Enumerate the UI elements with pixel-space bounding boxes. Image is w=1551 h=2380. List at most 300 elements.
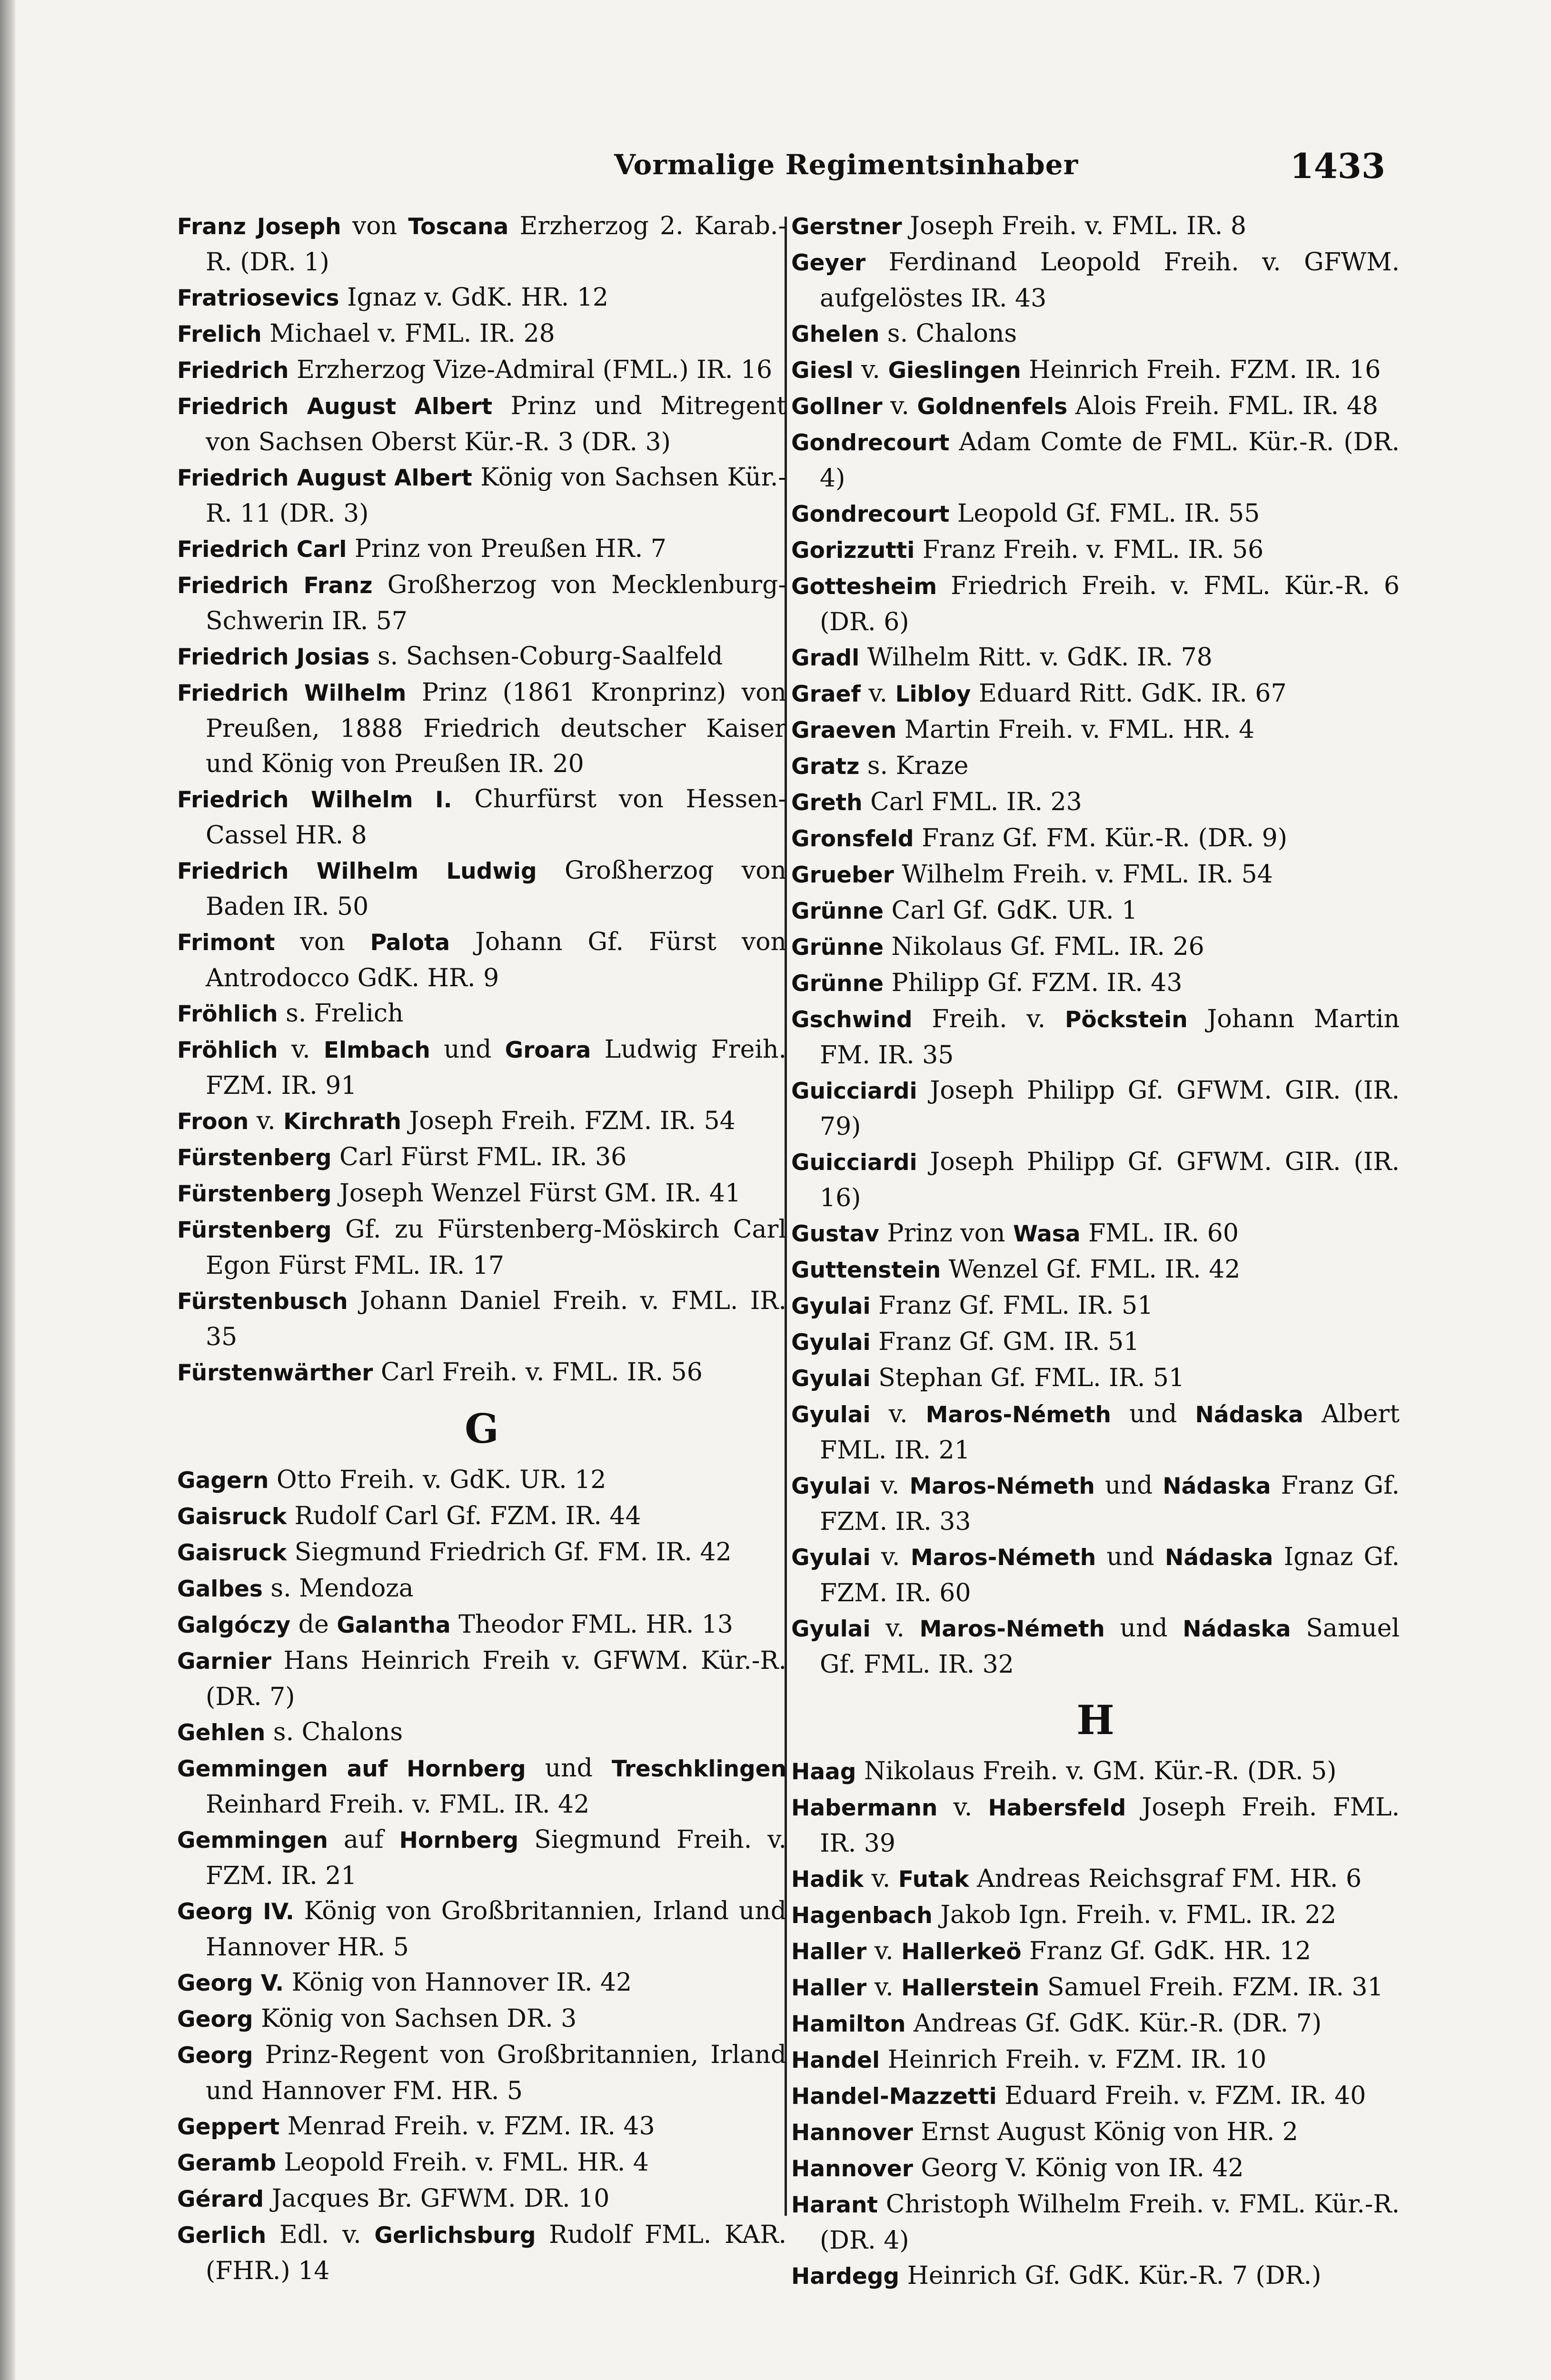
register-entry — [791, 532, 1400, 568]
entry-text: Wilhelm Freih. v. FML. IR. 54 — [894, 860, 1273, 889]
entry-text: Ignaz v. GdK. HR. 12 — [339, 283, 608, 312]
register-entry — [177, 1103, 786, 1140]
entry-name: Kirchrath — [283, 1109, 401, 1135]
entry-name: Harant — [791, 2192, 878, 2218]
entry-text: Wilhelm Ritt. v. GdK. IR. 78 — [859, 643, 1213, 672]
entry-name: Nádaska — [1183, 1616, 1291, 1642]
entry-text: Großherzog von Baden IR. 50 — [206, 856, 787, 921]
register-entry — [177, 280, 786, 316]
entry-text: Gf. zu Fürstenberg-Möskirch Carl Egon Fürst FML. IR. 17 — [206, 1215, 786, 1280]
entry-text: Großherzog von Mecklenburg-Schwerin IR. 57 — [206, 571, 786, 635]
entry-name: Gondrecourt — [791, 430, 950, 456]
register-entry — [177, 352, 786, 388]
register-entry — [177, 1894, 786, 1965]
entry-text: von — [275, 928, 370, 956]
entry-text: und — [526, 1754, 612, 1783]
entry-name: Gemmingen — [177, 1827, 328, 1854]
entry-text: Albert FML. IR. 21 — [820, 1400, 1400, 1465]
entry-text: v. — [866, 1973, 902, 2002]
entry-name: Haag — [791, 1759, 856, 1785]
entry-text: Leopold Freih. v. FML. HR. 4 — [276, 2148, 649, 2177]
entry-name: Gollner — [791, 394, 883, 420]
register-entry — [791, 821, 1400, 857]
entry-name: Garnier — [177, 1648, 272, 1675]
entry-name: Gerlich — [177, 2222, 267, 2249]
register-entry — [177, 1140, 786, 1176]
register-entry — [791, 676, 1400, 712]
entry-text: v. — [937, 1793, 988, 1822]
entry-text: Erzherzog Vize-Admiral (FML.) IR. 16 — [288, 356, 773, 384]
entry-text: Georg V. König von IR. 42 — [913, 2154, 1244, 2182]
entry-text: Franz Gf. FM. Kür.-R. (DR. 9) — [914, 824, 1288, 853]
entry-name: Maros-Németh — [925, 1402, 1112, 1428]
entry-name: Maros-Németh — [909, 1473, 1095, 1499]
entry-name: Friedrich Wilhelm Ludwig — [177, 858, 537, 884]
entry-text: Ignaz Gf. FZM. IR. 60 — [820, 1543, 1400, 1607]
register-entry — [791, 1611, 1400, 1682]
right-column — [791, 208, 1400, 2294]
entry-text: und — [1111, 1400, 1195, 1428]
register-entry — [177, 1571, 786, 1607]
register-entry — [791, 2114, 1400, 2151]
entry-name: Geppert — [177, 2114, 280, 2140]
entry-name: Fürstenberg — [177, 1217, 332, 1243]
entry-text: König von Hannover IR. 42 — [284, 1968, 632, 1997]
entry-name: Georg — [177, 2006, 253, 2033]
entry-text: Joseph Wenzel Fürst GM. IR. 41 — [331, 1179, 741, 1208]
entry-name: Wasa — [1013, 1221, 1081, 1247]
entry-name: Friedrich — [177, 357, 289, 384]
entry-name: Galantha — [337, 1612, 451, 1638]
register-entry — [791, 2006, 1400, 2042]
entry-text: König von Sachsen Kür.-R. 11 (DR. 3) — [206, 463, 786, 528]
register-entry — [177, 1212, 786, 1283]
entry-text: v. — [870, 1471, 910, 1500]
entry-text: Johann Gf. Fürst von Antrodocco GdK. HR. 9 — [206, 928, 786, 992]
entry-text: Franz Freih. v. FML. IR. 56 — [915, 536, 1264, 564]
left-column — [177, 208, 786, 2289]
entry-name: Groara — [505, 1037, 591, 1063]
entry-name: Fratriosevics — [177, 285, 339, 311]
entry-name: Hallerstein — [901, 1975, 1040, 2001]
entry-name: Georg IV. — [177, 1899, 294, 1925]
entry-text: s. Kraze — [859, 752, 969, 780]
entry-text: Prinz von Preußen HR. 7 — [347, 535, 666, 563]
entry-name: Graeven — [791, 717, 897, 744]
register-entry — [791, 388, 1400, 425]
entry-text: Carl FML. IR. 23 — [862, 788, 1082, 816]
register-entry — [177, 1643, 786, 1715]
page-number: 1433 — [1290, 146, 1385, 186]
entry-text: Prinz und Mitregent von Sachsen Oberst Kür.-R. 3 (DR. 3) — [206, 392, 786, 456]
register-entry — [791, 425, 1400, 496]
entry-text: König von Großbritannien, Irland und Hannover HR. 5 — [206, 1897, 787, 1962]
entry-text: Siegmund Friedrich Gf. FM. IR. 42 — [287, 1538, 732, 1567]
entry-name: Friedrich August Albert — [177, 465, 472, 491]
register-entry — [791, 2078, 1400, 2114]
entry-name: Friedrich Franz — [177, 573, 373, 599]
entry-text: v. — [278, 1035, 324, 1064]
register-entry — [791, 1397, 1400, 1468]
register-entry — [791, 1790, 1400, 1861]
entry-text: Leopold Gf. FML. IR. 55 — [949, 499, 1260, 528]
entry-name: Hamilton — [791, 2011, 906, 2037]
entry-text: Eduard Ritt. GdK. IR. 67 — [971, 679, 1287, 708]
register-entry — [177, 1965, 786, 2001]
entries-h — [791, 1754, 1400, 2294]
entries-f — [177, 208, 786, 1391]
register-entry — [177, 388, 786, 460]
entry-name: Toscana — [408, 214, 509, 240]
entry-text: v. — [870, 1614, 920, 1643]
entry-text: Reinhard Freih. v. FML. IR. 42 — [206, 1790, 590, 1819]
entries-g — [177, 1462, 786, 2289]
entry-name: Gratz — [791, 754, 860, 780]
entry-name: Ghelen — [791, 321, 880, 347]
register-entry — [791, 1073, 1400, 1144]
entry-name: Gronsfeld — [791, 826, 914, 852]
entry-name: Libloy — [895, 681, 971, 707]
entry-name: Gondrecourt — [791, 501, 950, 527]
register-entry — [177, 2217, 786, 2289]
entry-text: Franz Gf. FZM. IR. 33 — [820, 1471, 1400, 1536]
entry-text: Adam Comte de FML. Kür.-R. (DR. 4) — [820, 428, 1400, 493]
entry-name: Hagenbach — [791, 1903, 933, 1929]
register-entry — [791, 929, 1400, 965]
entry-name: Guttenstein — [791, 1257, 941, 1283]
entry-text: v. — [860, 679, 895, 708]
register-entry — [791, 1216, 1400, 1252]
entry-text: Martin Freih. v. FML. HR. 4 — [896, 715, 1255, 744]
entry-text: Rudolf Carl Gf. FZM. IR. 44 — [287, 1502, 641, 1530]
register-entry — [177, 567, 786, 639]
entry-name: Hallerkeö — [901, 1939, 1022, 1965]
register-entry — [177, 531, 786, 567]
register-entry — [177, 996, 786, 1032]
register-entry — [791, 568, 1400, 640]
entry-name: Guicciardi — [791, 1150, 917, 1176]
register-entry — [177, 2001, 786, 2037]
register-entry — [791, 1324, 1400, 1360]
register-entry — [791, 1252, 1400, 1288]
running-title: Vormalige Regimentsinhaber — [614, 149, 1079, 181]
entry-text: Theodor FML. HR. 13 — [450, 1610, 733, 1639]
register-entry — [791, 2187, 1400, 2258]
entry-name: Graef — [791, 681, 861, 707]
entry-text: Rudolf FML. KAR. (FHR.) 14 — [206, 2221, 786, 2285]
entry-text: Prinz von — [879, 1219, 1013, 1248]
entry-name: Nádaska — [1195, 1402, 1303, 1428]
entry-text: Wenzel Gf. FML. IR. 42 — [941, 1255, 1241, 1284]
entry-text: Samuel Freih. FZM. IR. 31 — [1039, 1973, 1383, 2002]
entry-text: von — [341, 212, 408, 240]
entry-name: Grünne — [791, 971, 884, 997]
entry-text: Samuel Gf. FML. IR. 32 — [820, 1614, 1400, 1679]
entry-text: Franz Gf. GM. IR. 51 — [870, 1328, 1140, 1356]
entry-name: Hadik — [791, 1866, 864, 1893]
entry-text: s. Frelich — [278, 999, 404, 1028]
entry-name: Gyulai — [791, 1366, 871, 1392]
entry-name: Fürstenwärther — [177, 1360, 373, 1386]
entry-name: Greth — [791, 790, 863, 816]
entry-name: Grueber — [791, 862, 894, 888]
entry-name: Friedrich Josias — [177, 644, 370, 670]
entry-text: v. — [870, 1543, 911, 1571]
entry-text: Stephan Gf. FML. IR. 51 — [870, 1364, 1185, 1392]
register-entry — [177, 782, 786, 853]
entry-text: Jacques Br. GFWM. DR. 10 — [264, 2184, 610, 2213]
entry-text: Carl Gf. GdK. UR. 1 — [884, 896, 1138, 925]
register-entry — [177, 1751, 786, 1822]
register-entry — [791, 640, 1400, 676]
entry-text: Christoph Wilhelm Freih. v. FML. Kür.-R. (DR. 4) — [820, 2190, 1400, 2255]
entry-text: v. — [853, 356, 888, 384]
entry-name: Gradl — [791, 645, 860, 671]
entry-text: Prinz-Regent von Großbritannien, Irland und Hannover FM. HR. 5 — [206, 2041, 786, 2105]
register-entry — [177, 853, 786, 924]
entry-text: Ernst August König von HR. 2 — [913, 2118, 1298, 2146]
register-entry — [177, 924, 786, 996]
entry-name: Gagern — [177, 1468, 269, 1494]
register-entry — [791, 1861, 1400, 1897]
entry-name: Gaisruck — [177, 1504, 287, 1530]
entry-name: Fürstenberg — [177, 1145, 332, 1171]
register-entry — [177, 2145, 786, 2181]
entry-name: Hardegg — [791, 2263, 900, 2290]
entry-text: FML. IR. 60 — [1080, 1219, 1239, 1248]
register-entry — [177, 1535, 786, 1571]
register-entry — [791, 965, 1400, 1002]
register-entry — [791, 352, 1400, 388]
entry-text: Menrad Freih. v. FZM. IR. 43 — [279, 2112, 655, 2141]
entry-text: Ferdinand Leopold Freih. v. GFWM. aufgelöstes IR. 43 — [820, 248, 1400, 313]
entry-text: Nikolaus Gf. FML. IR. 26 — [884, 932, 1204, 961]
entry-name: Friedrich August Albert — [177, 394, 493, 420]
entry-name: Nádaska — [1163, 1473, 1271, 1499]
entry-text: s. Chalons — [879, 319, 1017, 348]
entry-text: und — [430, 1035, 505, 1064]
entry-name: Gorizzutti — [791, 537, 915, 564]
entry-name: Giesl — [791, 357, 854, 384]
entry-name: Nádaska — [1165, 1545, 1273, 1571]
entry-name: Galbes — [177, 1576, 263, 1602]
entry-name: Treschklingen — [611, 1756, 786, 1782]
entry-name: Habermann — [791, 1795, 938, 1821]
entry-text: Edl. v. — [266, 2221, 375, 2249]
register-entry — [791, 2258, 1400, 2294]
entry-text: v. — [866, 1937, 902, 1965]
entry-name: Goldnenfels — [917, 394, 1068, 420]
entry-text: v. — [870, 1400, 926, 1428]
entry-text: Erzherzog 2. Karab.-R. (DR. 1) — [206, 212, 787, 277]
entry-name: Geramb — [177, 2150, 276, 2176]
entry-name: Gyulai — [791, 1616, 871, 1642]
register-entry — [791, 1897, 1400, 1934]
entry-name: Friedrich Wilhelm I. — [177, 787, 452, 813]
entries-g-continued — [791, 208, 1400, 1682]
register-entry — [791, 496, 1400, 532]
entry-name: Friedrich Carl — [177, 536, 347, 563]
entry-name: Gerlichsburg — [374, 2222, 536, 2249]
running-header — [614, 146, 1385, 187]
entry-name: Hannover — [791, 2120, 913, 2146]
register-entry — [177, 639, 786, 675]
register-entry — [791, 1288, 1400, 1324]
entry-text: Joseph Philipp Gf. GFWM. GIR. (IR. 79) — [820, 1076, 1400, 1141]
entry-text: Joseph Philipp Gf. GFWM. GIR. (IR. 16) — [820, 1148, 1400, 1212]
register-entry — [791, 1144, 1400, 1216]
entry-text: v. — [249, 1107, 284, 1135]
entry-text: Friedrich Freih. v. FML. Kür.-R. 6 (DR. 6) — [820, 572, 1400, 636]
entry-text: Freih. v. — [912, 1005, 1065, 1033]
entry-name: Maros-Németh — [910, 1545, 1096, 1571]
entry-text: Eduard Freih. v. FZM. IR. 40 — [996, 2082, 1366, 2110]
entry-name: Gschwind — [791, 1007, 913, 1033]
entry-name: Friedrich Wilhelm — [177, 680, 407, 706]
entry-name: Elmbach — [323, 1037, 430, 1063]
register-entry — [791, 893, 1400, 929]
entry-text: Joseph Freih. v. FML. IR. 8 — [902, 212, 1246, 240]
entry-name: Habersfeld — [988, 1795, 1126, 1821]
entry-text: Joseph Freih. FML. IR. 39 — [820, 1793, 1400, 1858]
entry-name: Gyulai — [791, 1402, 871, 1428]
entry-text: Johann Daniel Freih. v. FML. IR. 35 — [206, 1287, 786, 1351]
entry-text: v. — [882, 392, 917, 420]
register-entry — [177, 1176, 786, 1212]
section-letter-g: G — [465, 1405, 499, 1452]
entry-text: und — [1094, 1471, 1163, 1500]
entry-text: Siegmund Freih. v. FZM. IR. 21 — [206, 1825, 787, 1890]
section-letter-h: H — [1076, 1696, 1114, 1744]
entry-name: Gyulai — [791, 1293, 871, 1319]
entry-text: Heinrich Freih. FZM. IR. 16 — [1021, 356, 1381, 384]
entry-text: Andreas Gf. GdK. Kür.-R. (DR. 7) — [905, 2009, 1322, 2038]
entry-text: s. Mendoza — [262, 1574, 414, 1603]
page-edge-shadow — [0, 0, 15, 2380]
entry-name: Grünne — [791, 934, 884, 961]
entry-text: de — [290, 1610, 337, 1639]
entry-name: Gottesheim — [791, 574, 937, 600]
entry-name: Georg — [177, 2043, 253, 2069]
register-entry — [177, 460, 786, 531]
entry-text: Hans Heinrich Freih v. GFWM. Kür.-R. (DR. 7) — [206, 1646, 786, 1711]
register-entry — [177, 2181, 786, 2217]
register-entry — [791, 1539, 1400, 1611]
entry-text: auf — [328, 1825, 399, 1854]
entry-text: Prinz (1861 Kronprinz) von Preußen, 1888 Friedrich deutscher Kaiser und König von Preußen IR. 20 — [206, 678, 786, 778]
register-entry — [177, 1283, 786, 1355]
register-entry — [791, 1754, 1400, 1790]
entry-text: Heinrich Gf. GdK. Kür.-R. 7 (DR.) — [899, 2261, 1322, 2290]
entry-name: Handel — [791, 2047, 880, 2073]
entry-text: Heinrich Freih. v. FZM. IR. 10 — [880, 2045, 1267, 2074]
register-entry — [177, 1462, 786, 1498]
entry-name: Guicciardi — [791, 1078, 917, 1104]
register-entry — [791, 1468, 1400, 1539]
register-entry — [791, 2151, 1400, 2187]
entry-text: Andreas Reichsgraf FM. HR. 6 — [969, 1864, 1362, 1893]
entry-text: und — [1104, 1614, 1183, 1643]
register-entry — [177, 1355, 786, 1391]
entry-text: Franz Gf. FML. IR. 51 — [870, 1291, 1153, 1320]
entry-text: Nikolaus Freih. v. GM. Kür.-R. (DR. 5) — [856, 1757, 1337, 1785]
entry-name: Palota — [370, 930, 450, 956]
entry-text: Carl Freih. v. FML. IR. 56 — [373, 1358, 703, 1387]
register-entry — [177, 2109, 786, 2145]
entry-text: Philipp Gf. FZM. IR. 43 — [884, 969, 1183, 997]
entry-text: Ludwig Freih. FZM. IR. 91 — [206, 1035, 787, 1100]
register-entry — [177, 208, 786, 280]
entry-name: Grünne — [791, 898, 884, 924]
entry-name: Gyulai — [791, 1329, 871, 1356]
register-entry — [791, 208, 1400, 245]
register-entry — [177, 675, 786, 782]
entry-name: Futak — [898, 1866, 969, 1893]
register-entry — [791, 1970, 1400, 2006]
entry-name: Fröhlich — [177, 1037, 278, 1063]
register-entry — [791, 245, 1400, 316]
entry-text: und — [1096, 1543, 1165, 1571]
entry-name: Geyer — [791, 250, 866, 276]
entry-name: Hannover — [791, 2156, 913, 2182]
entry-name: Gyulai — [791, 1545, 871, 1571]
entry-name: Haller — [791, 1975, 867, 2001]
entry-name: Gaisruck — [177, 1540, 287, 1566]
entry-text: Michael v. FML. IR. 28 — [261, 319, 555, 348]
register-entry — [177, 1498, 786, 1535]
entry-text: s. Chalons — [265, 1718, 403, 1746]
entry-text: König von Sachsen DR. 3 — [253, 2004, 577, 2033]
entry-name: Gerstner — [791, 214, 902, 240]
register-entry — [177, 316, 786, 352]
register-entry — [177, 1607, 786, 1643]
entry-name: Franz Joseph — [177, 214, 341, 240]
entry-name: Georg V. — [177, 1970, 284, 1996]
entry-name: Gustav — [791, 1221, 879, 1247]
entry-text: v. — [864, 1864, 898, 1893]
entry-text: Carl Fürst FML. IR. 36 — [331, 1143, 627, 1171]
register-entry — [791, 2042, 1400, 2078]
entry-text: Franz Gf. GdK. HR. 12 — [1021, 1937, 1311, 1965]
entry-name: Frelich — [177, 321, 262, 347]
register-entry — [791, 857, 1400, 893]
entry-text: Alois Freih. FML. IR. 48 — [1067, 392, 1378, 420]
entry-name: Fürstenberg — [177, 1181, 332, 1207]
entry-name: Galgóczy — [177, 1612, 291, 1638]
entry-name: Maros-Németh — [919, 1616, 1105, 1642]
entry-name: Froon — [177, 1109, 249, 1135]
entry-text: Churfürst von Hessen-Cassel HR. 8 — [206, 785, 786, 850]
entry-name: Gemmingen auf Hornberg — [177, 1756, 526, 1782]
entry-text: Johann Martin FM. IR. 35 — [820, 1005, 1400, 1070]
entry-text: Otto Freih. v. GdK. UR. 12 — [268, 1466, 606, 1494]
entry-text: s. Sachsen-Coburg-Saalfeld — [369, 642, 723, 671]
register-entry — [177, 1032, 786, 1103]
entry-name: Gieslingen — [888, 357, 1021, 384]
entry-name: Gyulai — [791, 1473, 871, 1499]
register-entry — [791, 1360, 1400, 1397]
entry-text: Jakob Ign. Freih. v. FML. IR. 22 — [932, 1901, 1337, 1929]
entry-name: Hornberg — [399, 1827, 519, 1854]
register-entry — [791, 784, 1400, 821]
entry-name: Fröhlich — [177, 1001, 278, 1027]
entry-name: Handel-Mazzetti — [791, 2083, 997, 2110]
entry-text: Joseph Freih. FZM. IR. 54 — [401, 1107, 736, 1135]
register-entry — [791, 712, 1400, 748]
register-entry — [177, 1822, 786, 1894]
register-entry — [177, 2037, 786, 2109]
register-entry — [177, 1715, 786, 1751]
